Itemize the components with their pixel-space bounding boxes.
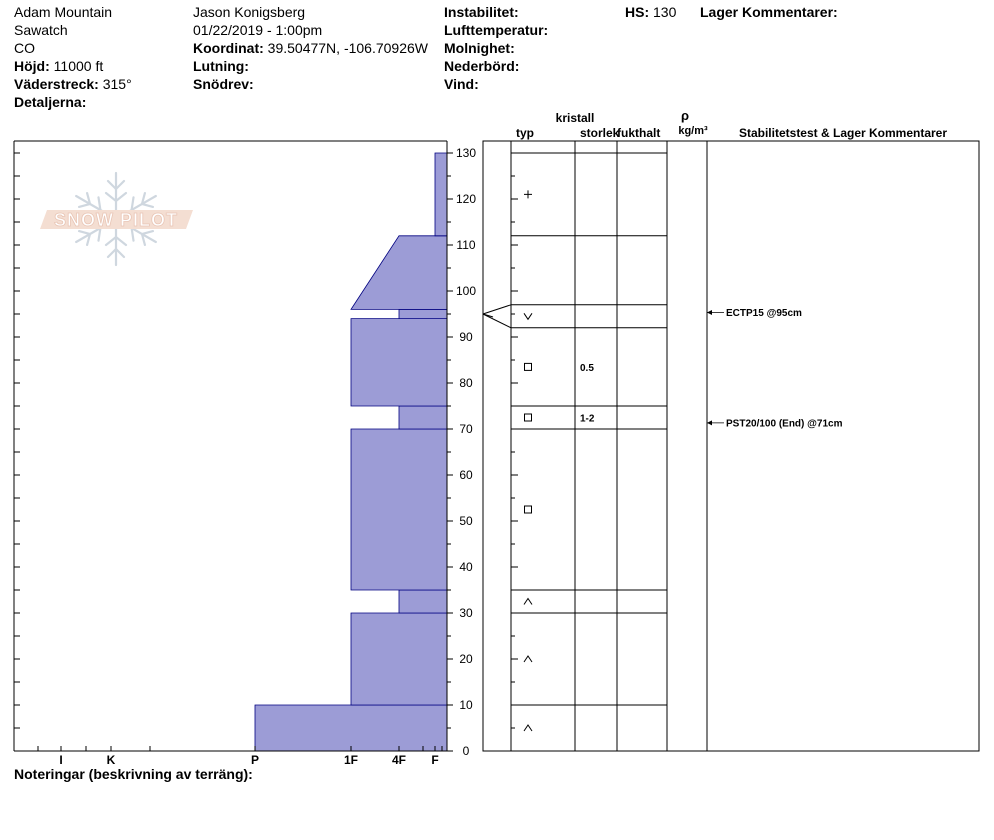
moisture-header: fukthalt	[617, 126, 661, 140]
aspect-value: 315°	[102, 76, 132, 92]
grain-symbol-square	[525, 363, 532, 370]
wind-loading-label: Snödrev:	[193, 76, 254, 92]
precip-label: Nederbörd:	[444, 58, 520, 74]
depth-label-80: 80	[459, 376, 473, 390]
hardness-label-4f: 4F	[391, 753, 407, 767]
coordinate-label: Koordinat:	[193, 40, 264, 56]
hardness-bar-0	[255, 705, 447, 751]
table-frame	[483, 141, 979, 751]
test-arrow-head	[707, 310, 712, 315]
type-header: typ	[516, 126, 534, 140]
hardness-label-f: F	[431, 753, 439, 767]
elevation-value: 11000 ft	[53, 58, 104, 74]
depth-label-90: 90	[459, 330, 473, 344]
rho-header: ρ	[680, 108, 690, 123]
depth-label-120: 120	[455, 192, 477, 206]
coordinate-value: 39.50477N, -106.70926W	[267, 40, 428, 56]
depth-label-50: 50	[459, 514, 473, 528]
hardness-bar-4	[399, 406, 447, 429]
sky-label: Molnighet:	[444, 40, 515, 56]
test-arrow-head	[707, 420, 712, 425]
hardness-bar-8	[435, 153, 447, 236]
aspect-label: Väderstreck:	[14, 76, 99, 92]
depth-label-10: 10	[459, 698, 473, 712]
hardness-bar-6	[399, 309, 447, 318]
hardness-label-k: K	[106, 753, 116, 767]
layer-table	[483, 108, 979, 751]
hardness-bars	[255, 153, 447, 751]
layer-link-line	[483, 314, 511, 328]
stability-header: Stabilitetstest & Lager Kommentarer	[738, 126, 948, 140]
grain-symbol-square	[525, 506, 532, 513]
wind-label: Vind:	[444, 76, 479, 92]
grain-symbol-caret	[524, 656, 532, 662]
hardness-label-1f: 1F	[343, 753, 359, 767]
test-result-label: PST20/100 (End) @71cm	[726, 418, 843, 430]
hardness-bar-1	[351, 613, 447, 705]
crystal-header: kristall	[555, 111, 595, 125]
hardness-bar-5	[351, 319, 447, 406]
state: CO	[14, 40, 35, 56]
mountain-range: Sawatch	[14, 22, 68, 38]
hardness-label-p: P	[250, 753, 260, 767]
depth-label-70: 70	[459, 422, 473, 436]
grain-size-label: 1-2	[580, 413, 595, 425]
grain-symbol-plus	[524, 190, 532, 198]
depth-label-20: 20	[459, 652, 473, 666]
grain-size-label: 0.5	[580, 362, 594, 374]
snowpilot-logo	[40, 173, 193, 265]
depth-label-130: 130	[455, 146, 477, 160]
depth-label-60: 60	[459, 468, 473, 482]
depth-label-40: 40	[459, 560, 473, 574]
grain-symbol-caret	[524, 725, 532, 731]
elevation-label: Höjd:	[14, 58, 50, 74]
terrain-notes-label: Noteringar (beskrivning av terräng):	[14, 766, 253, 782]
air-temp-label: Lufttemperatur:	[444, 22, 549, 38]
density-unit-header: kg/m³	[678, 125, 708, 137]
hardness-label-i: I	[59, 753, 63, 767]
layer-comments-label: Lager Kommentarer:	[700, 4, 838, 20]
datetime: 01/22/2019 - 1:00pm	[193, 22, 323, 38]
location-name: Adam Mountain	[14, 4, 113, 20]
depth-label-0: 0	[462, 744, 470, 758]
depth-label-30: 30	[459, 606, 473, 620]
grain-symbol-caret	[524, 599, 532, 605]
hardness-bar-7	[351, 236, 447, 310]
hs-value: 130	[653, 4, 677, 20]
instability-label: Instabilitet:	[444, 4, 519, 20]
hardness-plot	[14, 141, 447, 767]
depth-label-110: 110	[456, 238, 476, 252]
hs-label: HS:	[625, 4, 650, 20]
slope-label: Lutning:	[193, 58, 249, 74]
grain-symbol-square	[525, 414, 532, 421]
observer: Jason Konigsberg	[193, 4, 306, 20]
depth-label-100: 100	[455, 284, 477, 298]
size-header: storlek	[580, 126, 620, 140]
stability-test-markers	[707, 308, 843, 429]
left-minor-ticks	[14, 153, 20, 751]
watermark-text: SNOW PILOT	[54, 210, 178, 230]
hardness-bar-3	[351, 429, 447, 590]
details-label: Detaljerna:	[14, 94, 87, 110]
layer-link-line	[483, 305, 511, 314]
test-result-label: ECTP15 @95cm	[726, 308, 802, 319]
grain-symbol-v	[524, 313, 532, 319]
hardness-bar-2	[399, 590, 447, 613]
